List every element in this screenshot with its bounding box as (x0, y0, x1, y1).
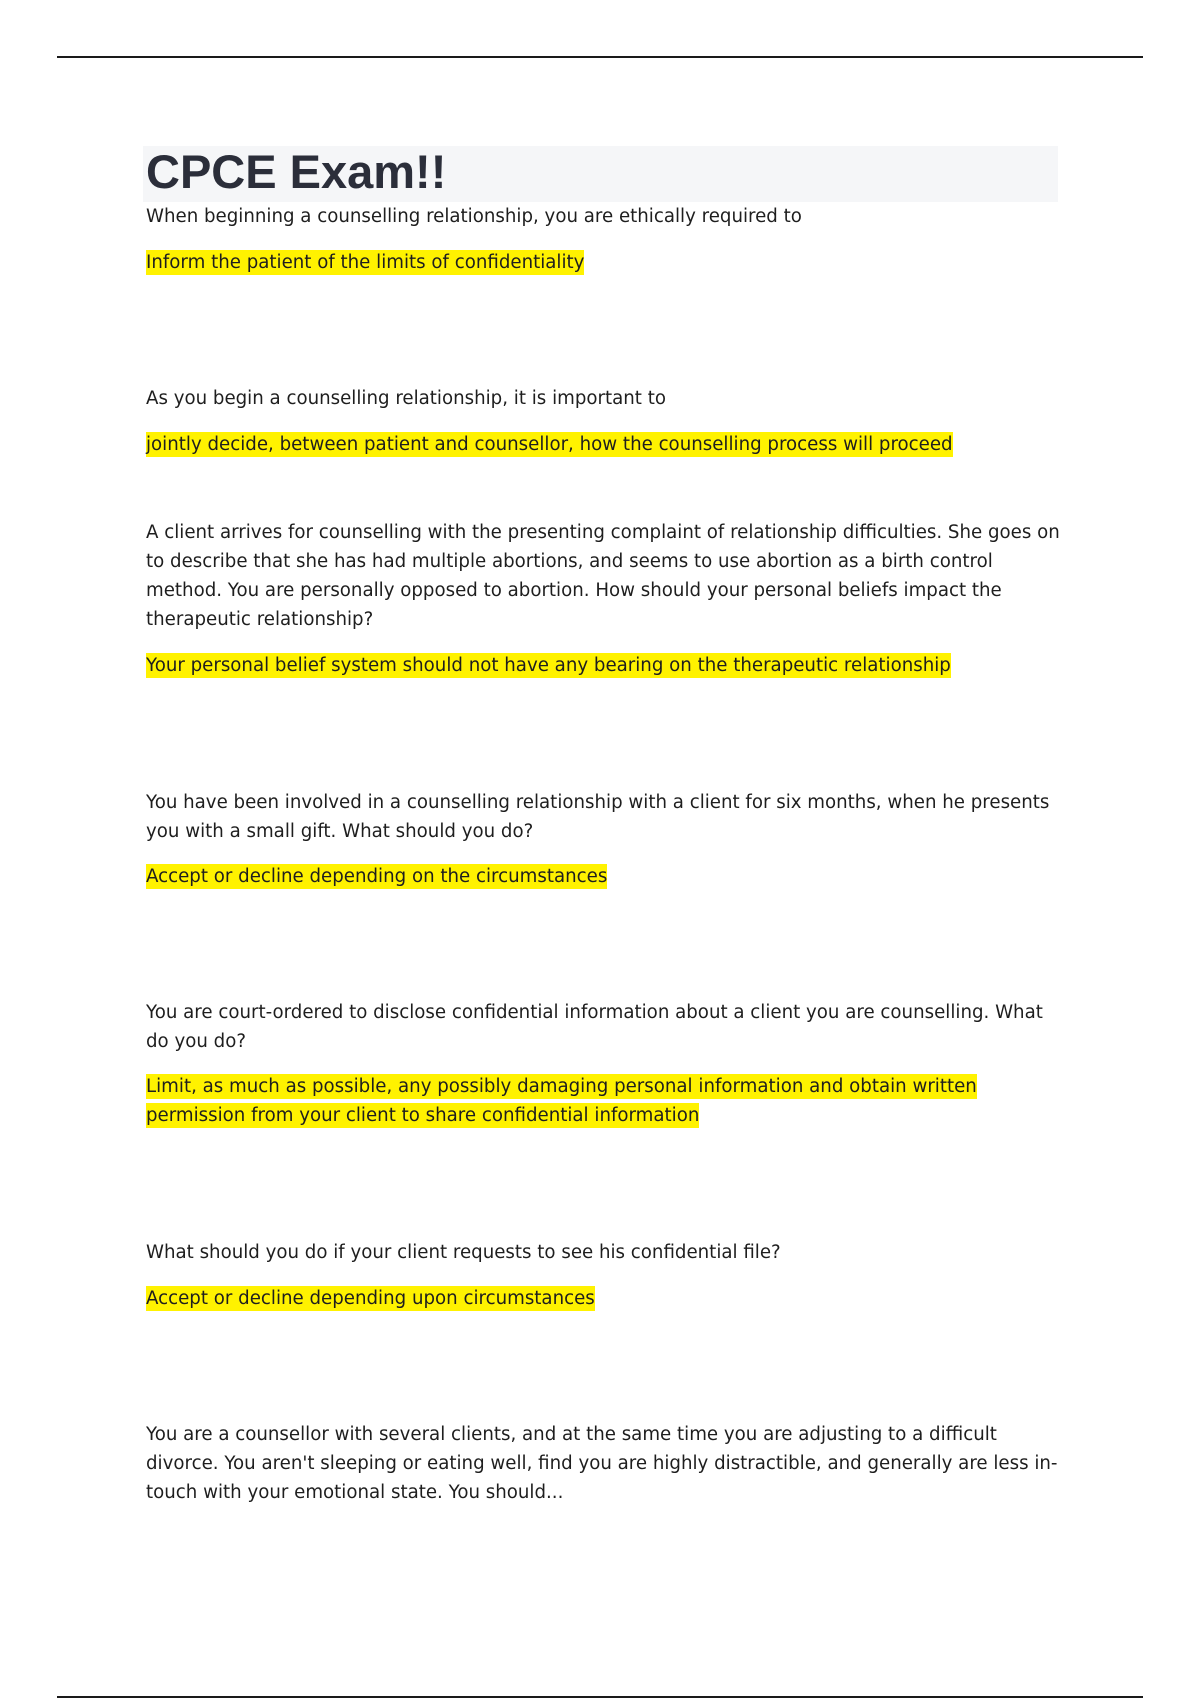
answer-1 (146, 248, 1061, 277)
answer-2 (146, 430, 1061, 459)
answer-5-text: Limit, as much as possible, any possibly damaging personal information and obtain written permission from your client to share confidential information (146, 1076, 977, 1126)
question-6: What should you do if your client requests to see his confidential file? (146, 1242, 781, 1263)
question-2: As you begin a counselling relationship, it is important to (146, 388, 666, 409)
answer-4 (146, 862, 1061, 891)
question-5: You are court-ordered to disclose confidential information about a client you are counselling. What do you do? (146, 1002, 1043, 1052)
answer-6-text: Accept or decline depending upon circumstances (146, 1288, 595, 1309)
answer-3-text: Your personal belief system should not have any bearing on the therapeutic relationship (146, 655, 951, 676)
header-rule (57, 56, 1143, 58)
answer-2-text: jointly decide, between patient and counsellor, how the counselling process will proceed (146, 434, 953, 455)
page-title: CPCE Exam!! (146, 145, 447, 198)
answer-3 (146, 651, 1061, 680)
answer-1-text: Inform the patient of the limits of confidentiality (146, 252, 585, 273)
answer-4-text: Accept or decline depending on the circumstances (146, 866, 608, 887)
footer-rule (57, 1696, 1143, 1698)
question-1: When beginning a counselling relationship, you are ethically required to (146, 206, 802, 227)
answer-6 (146, 1284, 1061, 1313)
answer-5 (146, 1072, 1061, 1130)
question-3: A client arrives for counselling with the presenting complaint of relationship difficulties. She goes on to describe that she has had multiple abortions, and seems to use abortion as a birth control method. You are personally opposed to abortion. How should your personal beliefs impact the therapeutic relationship? (146, 522, 1060, 630)
question-4: You have been involved in a counselling relationship with a client for six months, when he presents you with a small gift. What should you do? (146, 792, 1050, 842)
question-7: You are a counsellor with several clients, and at the same time you are adjusting to a difficult divorce. You aren't sleeping or eating well, find you are highly distractible, and generally are less in-touch with your emotional state. You should... (146, 1424, 1058, 1503)
